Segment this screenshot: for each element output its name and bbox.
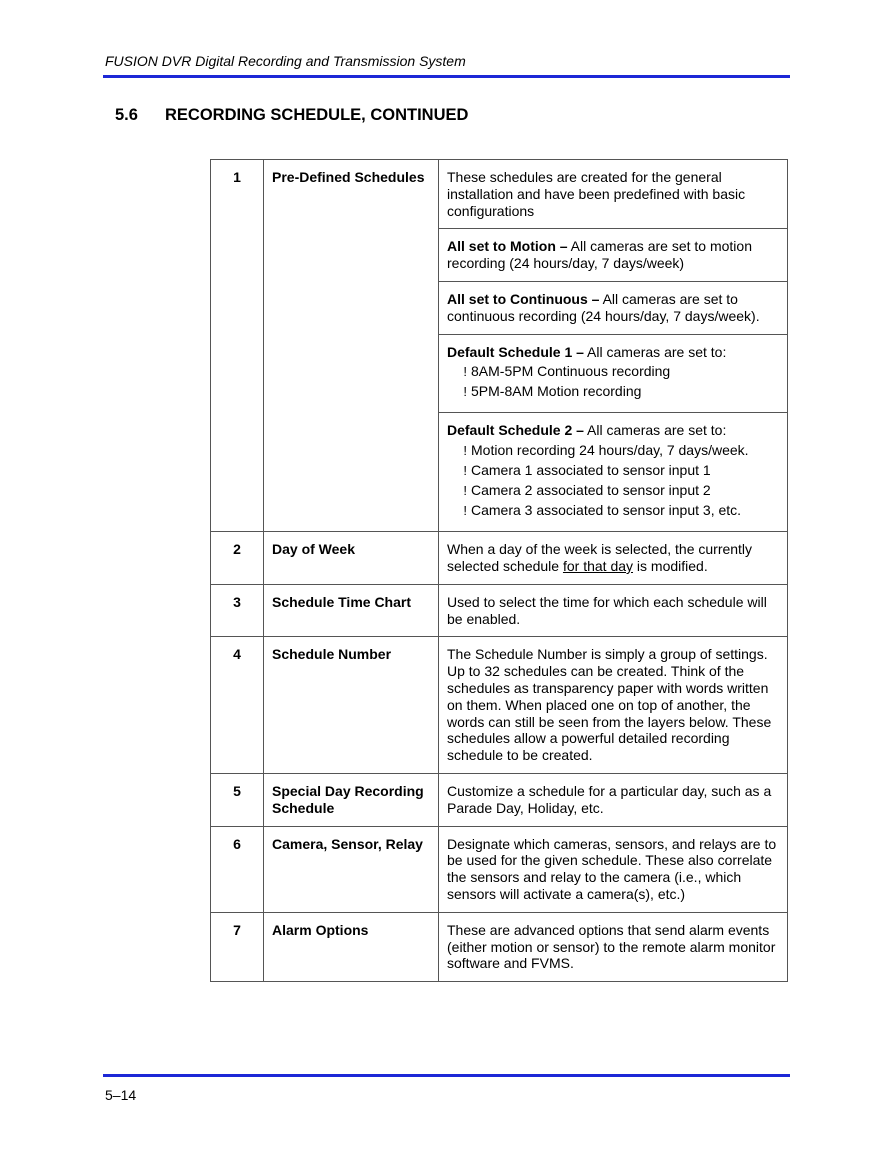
- bullet-icon: !: [463, 364, 467, 380]
- table-row: [211, 532, 788, 585]
- table-row: [211, 826, 788, 912]
- row-description: [439, 532, 788, 585]
- page-number: 5–14: [105, 1087, 137, 1103]
- row-name: Schedule Time Chart: [264, 584, 439, 637]
- section-heading: [115, 106, 468, 125]
- description-text: When a day of the week is selected, the currently selected schedule: [447, 541, 753, 574]
- schedule-text: All cameras are set to:: [583, 343, 727, 360]
- bullet-icon: !: [463, 443, 467, 459]
- row-number: 2: [211, 532, 264, 585]
- bullet-icon: !: [463, 463, 467, 479]
- bullet-icon: !: [463, 503, 467, 519]
- schedule-label: Default Schedule 1 –: [447, 343, 584, 360]
- list-item-text: Camera 2 associated to sensor input 2: [471, 482, 711, 499]
- row-description: The Schedule Number is simply a group of settings. Up to 32 schedules can be created. Think of the schedules as transparency paper with words written on them. When placed one on top of another, the words can still be seen from the layers below. These schedules allow a powerful detailed recording schedule to be created.: [439, 637, 788, 774]
- row-number: 3: [211, 584, 264, 637]
- list-item-text: 8AM-5PM Continuous recording: [471, 363, 671, 380]
- bullet-icon: !: [463, 384, 467, 400]
- row-description: [439, 281, 788, 334]
- schedule-label: All set to Motion –: [447, 238, 568, 255]
- list-item: [447, 442, 779, 459]
- row-description: [439, 334, 788, 413]
- row-description: [439, 229, 788, 282]
- row-number: 1: [211, 160, 264, 532]
- schedule-text: All cameras are set to motion recording (24 hours/day, 7 days/week): [447, 238, 752, 272]
- list-item: [447, 462, 779, 479]
- row-description: Customize a schedule for a particular day, such as a Parade Day, Holiday, etc.: [439, 773, 788, 826]
- row-name: Alarm Options: [264, 912, 439, 981]
- list-item-text: Camera 1 associated to sensor input 1: [471, 462, 711, 479]
- page-header-title: FUSION DVR Digital Recording and Transmission System: [105, 53, 466, 69]
- section-number: 5.6: [115, 106, 138, 124]
- bullet-list: [447, 442, 779, 519]
- table-row: [211, 584, 788, 637]
- schedule-text: All cameras are set to:: [583, 422, 727, 439]
- row-name: Camera, Sensor, Relay: [264, 826, 439, 912]
- row-number: 6: [211, 826, 264, 912]
- description-text: is modified.: [633, 557, 708, 574]
- list-item: [447, 502, 779, 519]
- list-item-text: Camera 3 associated to sensor input 3, etc.: [471, 502, 742, 519]
- table-row: [211, 912, 788, 981]
- bullet-list: [447, 363, 779, 400]
- section-title: RECORDING SCHEDULE, CONTINUED: [165, 106, 469, 124]
- list-item-text: Motion recording 24 hours/day, 7 days/week.: [471, 442, 749, 459]
- row-name: Special Day Recording Schedule: [264, 773, 439, 826]
- list-item: [447, 363, 779, 380]
- row-description: These are advanced options that send alarm events (either motion or sensor) to the remote alarm monitor software and FVMS.: [439, 912, 788, 981]
- row-description: Designate which cameras, sensors, and relays are to be used for the given schedule. These also correlate the sensors and relay to the camera (i.e., which sensors will activate a camera(s), etc.): [439, 826, 788, 912]
- underlined-text: for that day: [562, 557, 634, 574]
- row-description: These schedules are created for the general installation and have been predefined with basic configurations: [439, 160, 788, 229]
- header-rule: [103, 75, 790, 78]
- schedule-text: All cameras are set to continuous recording (24 hours/day, 7 days/week).: [447, 290, 760, 324]
- row-number: 7: [211, 912, 264, 981]
- row-description: Used to select the time for which each schedule will be enabled.: [439, 584, 788, 637]
- row-number: 5: [211, 773, 264, 826]
- list-item: [447, 482, 779, 499]
- row-number: 4: [211, 637, 264, 774]
- row-name: Pre-Defined Schedules: [264, 160, 439, 532]
- footer-rule: [103, 1074, 790, 1077]
- bullet-icon: !: [463, 483, 467, 499]
- schedule-table: [210, 159, 788, 982]
- schedule-label: All set to Continuous –: [447, 290, 600, 307]
- schedule-label: Default Schedule 2 –: [447, 422, 584, 439]
- row-name: Schedule Number: [264, 637, 439, 774]
- row-description: [439, 413, 788, 532]
- list-item: [447, 383, 779, 400]
- row-name: Day of Week: [264, 532, 439, 585]
- table-row: [211, 160, 788, 229]
- table-row: [211, 637, 788, 774]
- list-item-text: 5PM-8AM Motion recording: [471, 383, 642, 400]
- table-row: [211, 773, 788, 826]
